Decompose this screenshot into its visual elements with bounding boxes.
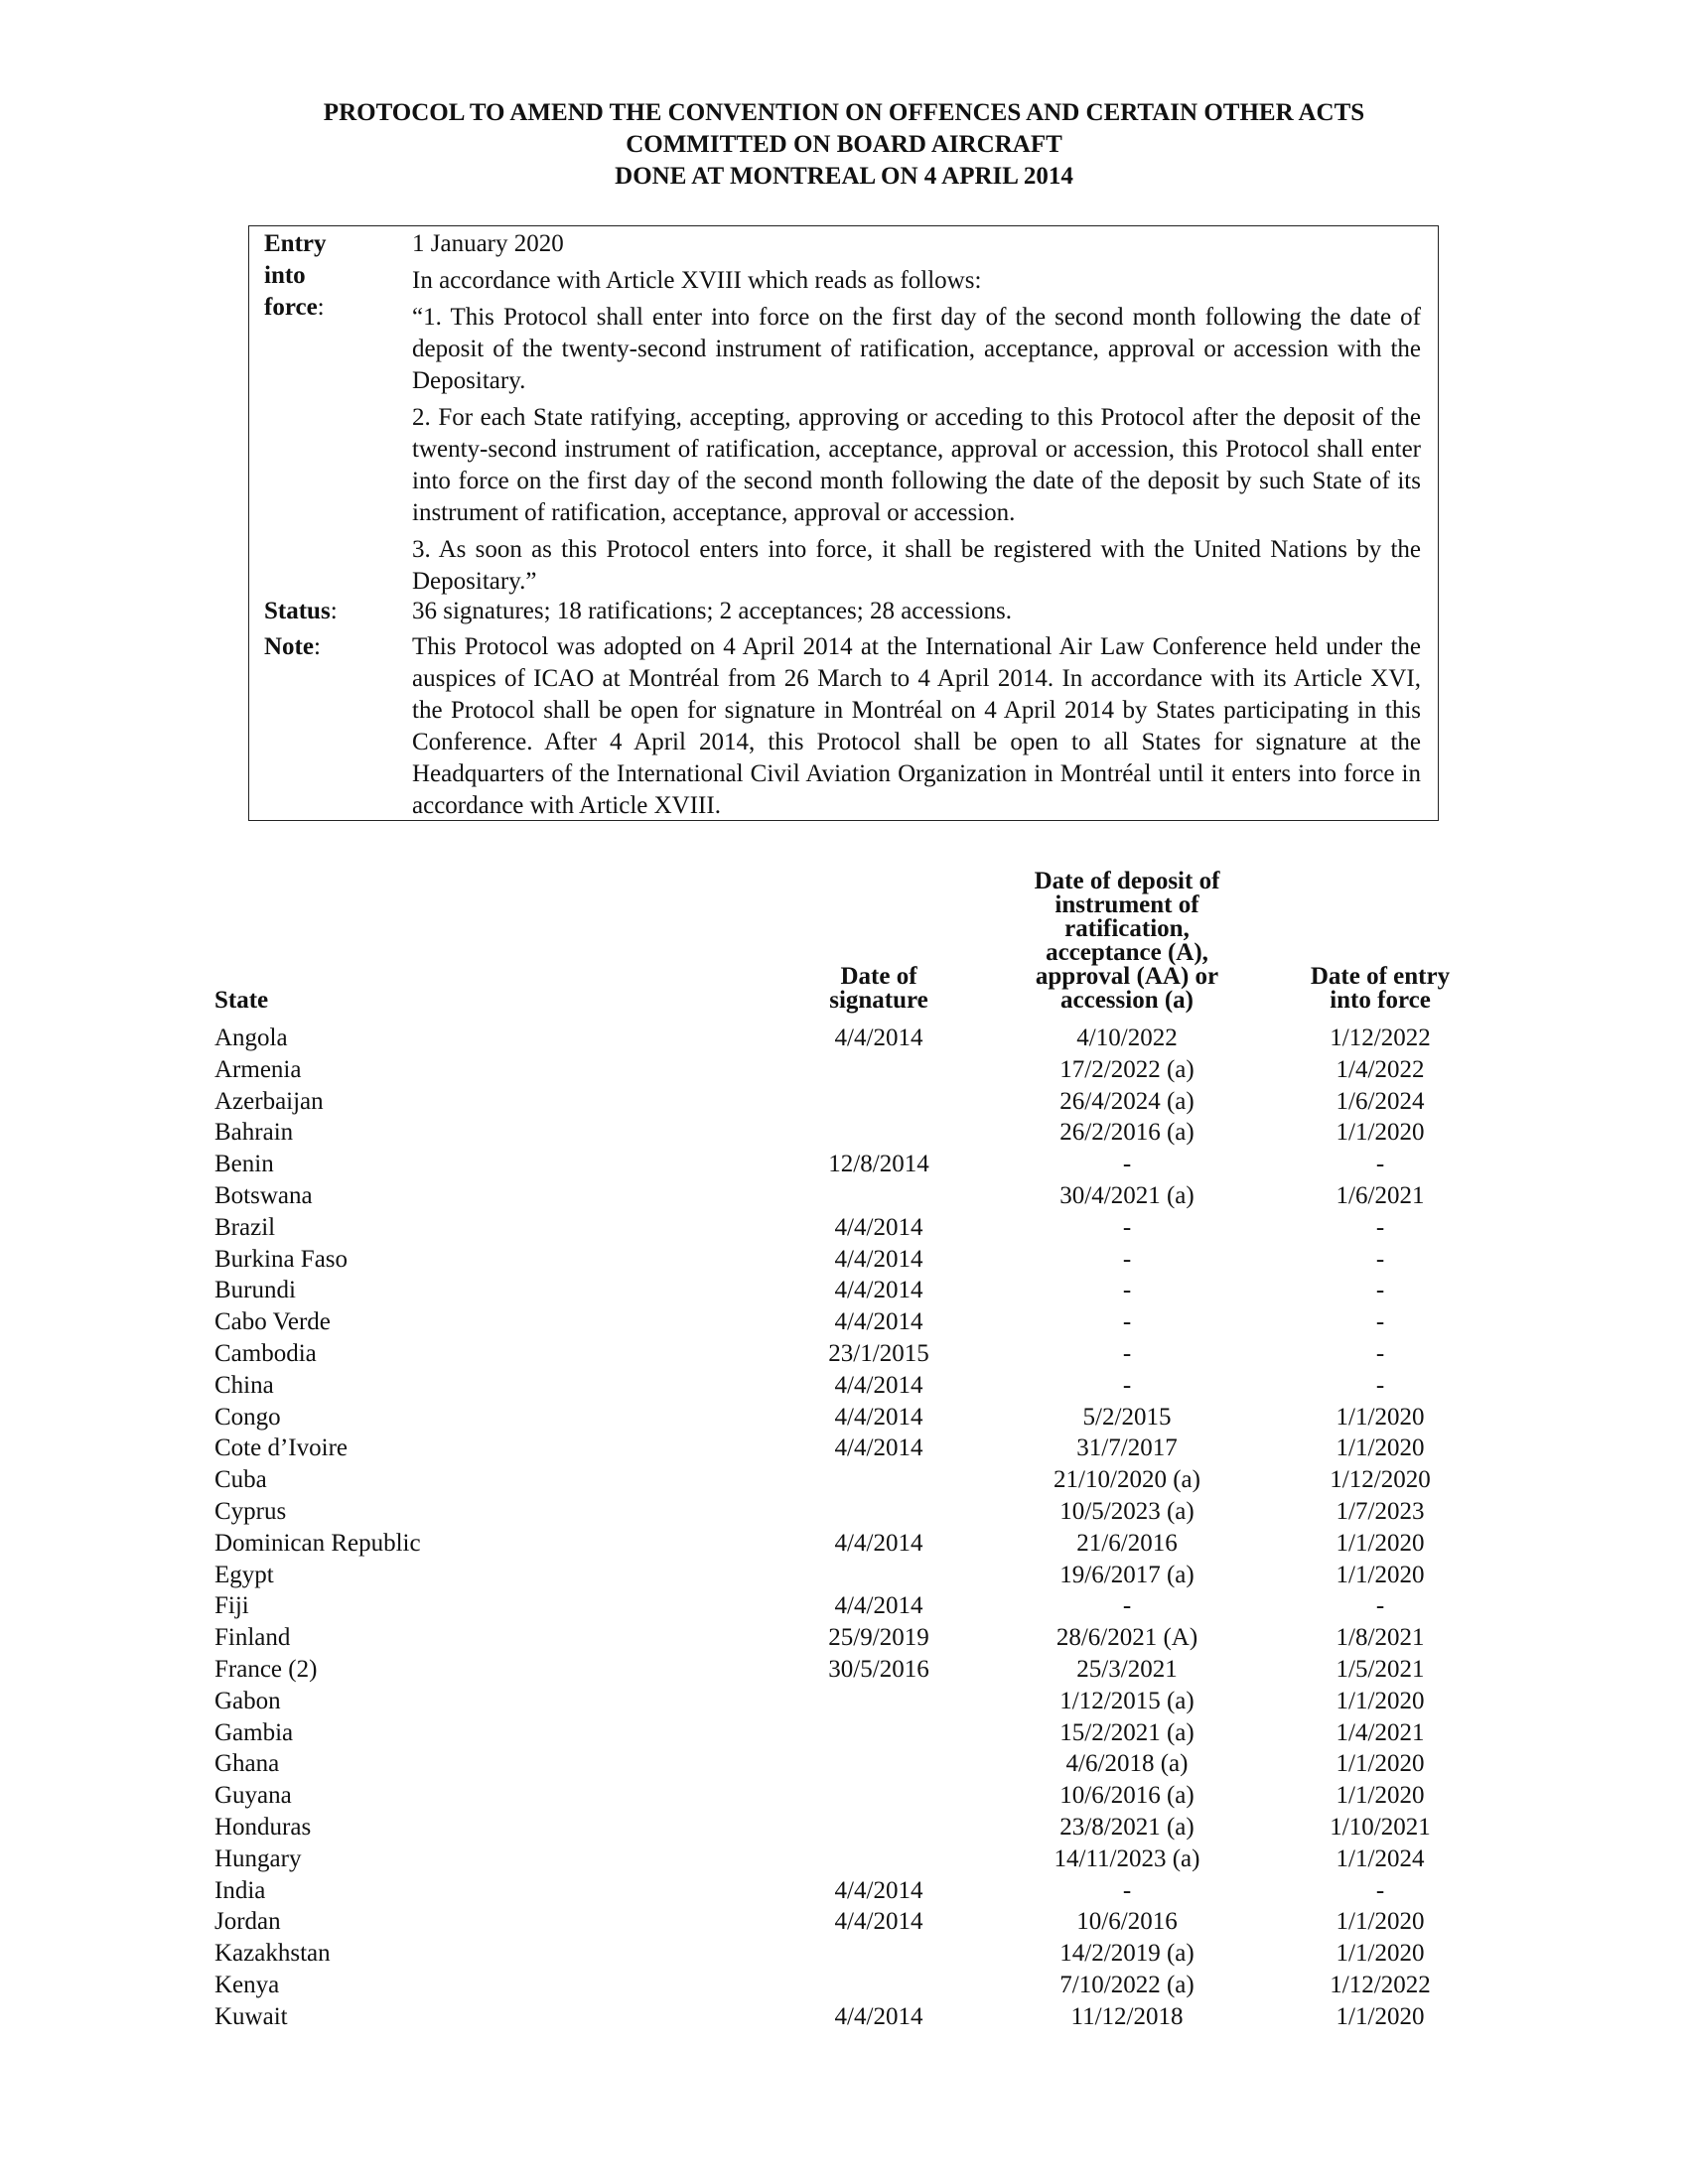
deposit-date-cell: -	[1122, 1876, 1132, 1904]
table-row	[0, 1370, 1688, 1402]
signature-date-cell: 4/4/2014	[834, 2002, 923, 2030]
signature-date-cell: 4/4/2014	[834, 1024, 923, 1051]
entry-date-cell: 1/1/2020	[1336, 1782, 1425, 1810]
entry-date-cell: 1/7/2023	[1336, 1497, 1425, 1525]
state-cell: Azerbaijan	[214, 1087, 324, 1115]
state-cell: China	[214, 1371, 274, 1399]
signature-date-cell: 4/4/2014	[834, 1213, 923, 1241]
entry-date-cell: 1/6/2021	[1336, 1181, 1425, 1209]
signature-date-cell: 4/4/2014	[834, 1592, 923, 1620]
signature-date-cell: 30/5/2016	[828, 1655, 929, 1683]
entry-date-cell: 1/4/2021	[1336, 1718, 1425, 1746]
table-row	[0, 1054, 1688, 1086]
table-row	[0, 1528, 1688, 1560]
entry-date-cell: 1/12/2020	[1330, 1466, 1431, 1494]
deposit-date-cell: 28/6/2021 (A)	[1055, 1624, 1198, 1652]
entry-label-line-2: into	[264, 262, 306, 289]
deposit-date-cell: 1/12/2015 (a)	[1059, 1687, 1195, 1714]
deposit-date-cell: 4/6/2018 (a)	[1065, 1750, 1189, 1778]
state-cell: Kazakhstan	[214, 1940, 331, 1968]
deposit-date-cell: 5/2/2015	[1082, 1403, 1172, 1431]
table-row	[0, 1812, 1688, 1843]
deposit-date-cell: 14/2/2019 (a)	[1059, 1940, 1195, 1968]
state-cell: Cote d’Ivoire	[214, 1434, 348, 1462]
state-cell: Kenya	[214, 1971, 280, 1998]
deposit-date-cell: 10/6/2016 (a)	[1059, 1782, 1195, 1810]
table-body	[0, 1023, 1688, 2033]
state-cell: Cabo Verde	[214, 1308, 331, 1336]
header-state: State	[214, 987, 269, 1014]
entry-date-cell: 1/4/2022	[1336, 1055, 1425, 1083]
state-cell: Cyprus	[214, 1497, 287, 1525]
entry-date-cell: 1/1/2020	[1336, 1403, 1425, 1431]
entry-date-cell: 1/10/2021	[1330, 1813, 1431, 1841]
table-row	[0, 1086, 1688, 1118]
deposit-date-cell: 25/3/2021	[1076, 1655, 1178, 1683]
entry-paragraph-2: 2. For each State ratifying, accepting, approving or acceding to this Protocol after the deposit of the twenty-second instrument of ratification, acceptance, approval or accession, this Protocol shall enter into force on the first day of the second month following the date of the deposit by such State of its instrument of ratification, acceptance, approval or accession.	[412, 404, 1421, 526]
deposit-date-cell: -	[1122, 1339, 1132, 1367]
entry-paragraph-3: 3. As soon as this Protocol enters into force, it shall be registered with the United Nations by the Depositary.”	[412, 536, 1421, 595]
table-row	[0, 1464, 1688, 1496]
state-cell: Jordan	[214, 1908, 281, 1936]
table-header	[0, 854, 1688, 1013]
state-cell: Burkina Faso	[214, 1245, 349, 1273]
state-cell: Bahrain	[214, 1119, 294, 1147]
entry-date-cell: 1/1/2020	[1336, 2002, 1425, 2030]
deposit-date-cell: 10/6/2016	[1076, 1908, 1178, 1936]
table-row	[0, 1433, 1688, 1464]
table-row	[0, 1180, 1688, 1212]
state-cell: Hungary	[214, 1844, 302, 1872]
entry-date-cell: -	[1375, 1277, 1385, 1304]
table-row	[0, 1402, 1688, 1433]
entry-date-cell: 1/1/2020	[1336, 1908, 1425, 1936]
deposit-date-cell: 17/2/2022 (a)	[1059, 1055, 1195, 1083]
entry-label-line-3: force	[264, 294, 318, 321]
deposit-date-cell: 11/12/2018	[1070, 2002, 1184, 2030]
table-row	[0, 1149, 1688, 1180]
document-title	[0, 97, 1688, 193]
entry-into-force-label: Entry into force:	[264, 228, 373, 324]
entry-date-cell: -	[1375, 1308, 1385, 1336]
entry-paragraph-1: “1. This Protocol shall enter into force on the first day of the second month following the date of deposit of the twenty-second instrument of ratification, acceptance, approval or accession with the Depositary.	[412, 304, 1421, 394]
table-row	[0, 1654, 1688, 1686]
entry-date-cell: 1/6/2024	[1336, 1087, 1425, 1115]
table-row	[0, 1117, 1688, 1149]
table-row	[0, 1560, 1688, 1591]
deposit-date-cell: 26/2/2016 (a)	[1059, 1119, 1195, 1147]
entry-date-cell: 1/1/2020	[1336, 1434, 1425, 1462]
deposit-date-cell: 14/11/2023 (a)	[1054, 1844, 1200, 1872]
state-cell: Cuba	[214, 1466, 267, 1494]
state-cell: Guyana	[214, 1782, 292, 1810]
table-row	[0, 1686, 1688, 1717]
state-cell: Egypt	[214, 1561, 274, 1588]
deposit-date-cell: 23/8/2021 (a)	[1059, 1813, 1195, 1841]
table-row	[0, 1590, 1688, 1622]
entry-intro: In accordance with Article XVIII which reads as follows:	[412, 267, 982, 294]
state-cell: Fiji	[214, 1592, 249, 1620]
state-cell: India	[214, 1876, 266, 1904]
state-cell: France (2)	[214, 1655, 318, 1683]
deposit-date-cell: 26/4/2024 (a)	[1059, 1087, 1195, 1115]
entry-date-cell: -	[1375, 1213, 1385, 1241]
deposit-date-cell: 15/2/2021 (a)	[1059, 1718, 1195, 1746]
deposit-date-cell: 4/10/2022	[1076, 1024, 1178, 1051]
entry-date-cell: 1/1/2020	[1336, 1750, 1425, 1778]
title-line-3: DONE AT MONTREAL ON 4 APRIL 2014	[615, 163, 1073, 190]
header-entry: Date of entry into force	[1310, 963, 1451, 1014]
deposit-date-cell: -	[1122, 1277, 1132, 1304]
table-row	[0, 1843, 1688, 1875]
deposit-date-cell: 30/4/2021 (a)	[1059, 1181, 1195, 1209]
table-row	[0, 1306, 1688, 1338]
state-cell: Kuwait	[214, 2002, 288, 2030]
table-row	[0, 1875, 1688, 1907]
entry-date-cell: -	[1375, 1371, 1385, 1399]
signature-date-cell: 4/4/2014	[834, 1908, 923, 1936]
table-row	[0, 1717, 1688, 1749]
table-row	[0, 2001, 1688, 2033]
deposit-date-cell: 19/6/2017 (a)	[1059, 1561, 1195, 1588]
status-text: 36 signatures; 18 ratifications; 2 acceptances; 28 accessions.	[412, 598, 1012, 624]
state-cell: Ghana	[214, 1750, 280, 1778]
deposit-date-cell: -	[1122, 1308, 1132, 1336]
entry-date-cell: 1/12/2022	[1330, 1971, 1431, 1998]
deposit-date-cell: 21/10/2020 (a)	[1054, 1466, 1200, 1494]
table-row	[0, 1023, 1688, 1054]
signature-date-cell: 4/4/2014	[834, 1245, 923, 1273]
deposit-date-cell: -	[1122, 1592, 1132, 1620]
deposit-date-cell: 10/5/2023 (a)	[1059, 1497, 1195, 1525]
note-text: This Protocol was adopted on 4 April 2014 at the International Air Law Conference held under the auspices of ICAO at Montréal from 26 March to 4 April 2014. In accordance with its Article XVI, the Protocol shall be open for signature in Montréal on 4 April 2014 by States participating in this Conference. After 4 April 2014, this Protocol shall be open to all States for signature at the Headquarters of the International Civil Aviation Organization in Montréal until it enters into force in accordance with Article XVIII.	[412, 633, 1421, 819]
state-cell: Cambodia	[214, 1339, 317, 1367]
entry-date: 1 January 2020	[412, 230, 564, 257]
signature-date-cell: 25/9/2019	[828, 1624, 929, 1652]
deposit-date-cell: -	[1122, 1213, 1132, 1241]
entry-date-cell: 1/1/2020	[1336, 1119, 1425, 1147]
signature-date-cell: 4/4/2014	[834, 1876, 923, 1904]
signature-date-cell: 4/4/2014	[834, 1371, 923, 1399]
entry-date-cell: 1/1/2020	[1336, 1529, 1425, 1557]
entry-date-cell: 1/8/2021	[1336, 1624, 1425, 1652]
table-row	[0, 1780, 1688, 1812]
entry-date-cell: -	[1375, 1339, 1385, 1367]
table-row	[0, 1275, 1688, 1306]
table-row	[0, 1212, 1688, 1244]
deposit-date-cell: -	[1122, 1371, 1132, 1399]
entry-date-cell: 1/12/2022	[1330, 1024, 1431, 1051]
status-label: Status:	[264, 598, 338, 624]
state-cell: Honduras	[214, 1813, 312, 1841]
entry-date-cell: 1/1/2020	[1336, 1561, 1425, 1588]
header-deposit: Date of deposit of instrument of ratification, acceptance (A), approval (AA) or accession (a)	[1034, 868, 1220, 1014]
state-cell: Gabon	[214, 1687, 281, 1714]
header-signature: Date of signature	[829, 963, 928, 1014]
table-row	[0, 1622, 1688, 1654]
state-cell: Gambia	[214, 1718, 294, 1746]
table-row	[0, 1338, 1688, 1370]
entry-label-line-1: Entry	[264, 230, 327, 257]
state-cell: Armenia	[214, 1055, 302, 1083]
entry-date-cell: -	[1375, 1592, 1385, 1620]
table-row	[0, 1496, 1688, 1528]
table-row	[0, 1970, 1688, 2001]
entry-date-cell: 1/1/2020	[1336, 1687, 1425, 1714]
deposit-date-cell: 31/7/2017	[1076, 1434, 1178, 1462]
state-cell: Dominican Republic	[214, 1529, 421, 1557]
signature-date-cell: 4/4/2014	[834, 1277, 923, 1304]
deposit-date-cell: -	[1122, 1245, 1132, 1273]
state-cell: Congo	[214, 1403, 281, 1431]
state-cell: Angola	[214, 1024, 288, 1051]
entry-date-cell: -	[1375, 1876, 1385, 1904]
signature-date-cell: 4/4/2014	[834, 1403, 923, 1431]
title-line-2: COMMITTED ON BOARD AIRCRAFT	[626, 131, 1062, 158]
signature-date-cell: 4/4/2014	[834, 1529, 923, 1557]
deposit-date-cell: 21/6/2016	[1076, 1529, 1178, 1557]
entry-date-cell: 1/1/2020	[1336, 1940, 1425, 1968]
table-row	[0, 1906, 1688, 1938]
signature-date-cell: 4/4/2014	[834, 1434, 923, 1462]
deposit-date-cell: 7/10/2022 (a)	[1059, 1971, 1195, 1998]
deposit-date-cell: -	[1122, 1151, 1132, 1178]
signature-date-cell: 12/8/2014	[828, 1151, 929, 1178]
state-cell: Finland	[214, 1624, 291, 1652]
state-cell: Benin	[214, 1151, 274, 1178]
table-row	[0, 1938, 1688, 1970]
entry-date-cell: 1/5/2021	[1336, 1655, 1425, 1683]
state-cell: Brazil	[214, 1213, 276, 1241]
title-line-1: PROTOCOL TO AMEND THE CONVENTION ON OFFENCES AND CERTAIN OTHER ACTS	[323, 99, 1365, 126]
entry-date-cell: 1/1/2024	[1336, 1844, 1425, 1872]
signature-date-cell: 4/4/2014	[834, 1308, 923, 1336]
state-cell: Burundi	[214, 1277, 296, 1304]
note-label: Note:	[264, 633, 321, 660]
table-row	[0, 1244, 1688, 1276]
signature-date-cell: 23/1/2015	[828, 1339, 929, 1367]
entry-date-cell: -	[1375, 1245, 1385, 1273]
state-cell: Botswana	[214, 1181, 313, 1209]
info-box	[248, 225, 1439, 821]
entry-into-force-text	[412, 228, 1421, 603]
entry-date-cell: -	[1375, 1151, 1385, 1178]
table-row	[0, 1748, 1688, 1780]
